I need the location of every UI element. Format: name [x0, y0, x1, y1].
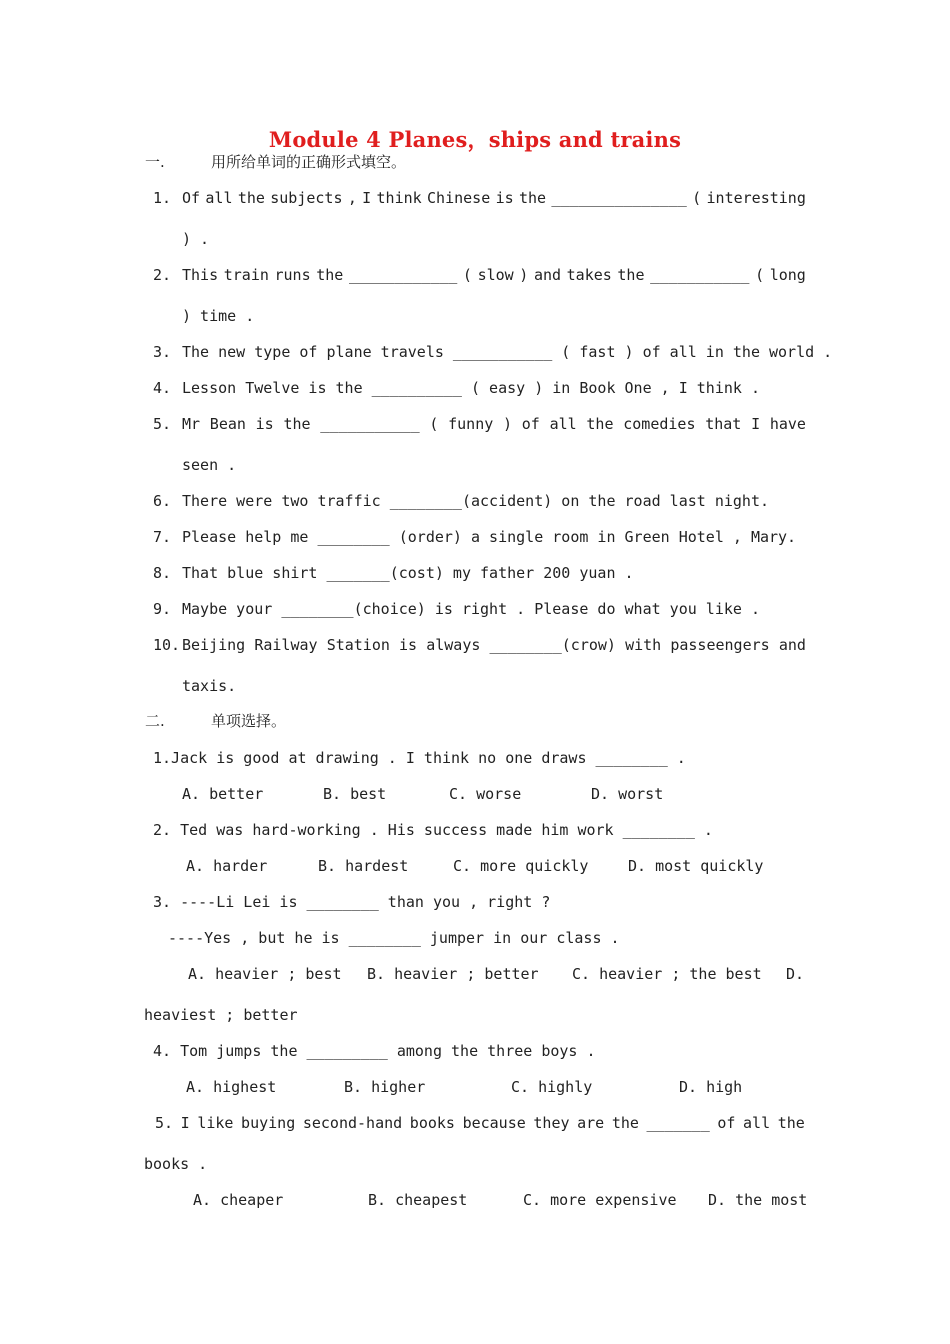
word: I: [362, 189, 372, 207]
q3-option-c: C. heavier ; the best: [572, 965, 762, 983]
word: ): [519, 266, 529, 284]
section1-item-number: 7.: [153, 528, 172, 546]
word: subjects: [270, 189, 343, 207]
section1-item-number: 4.: [153, 379, 172, 397]
section1-item-text: The new type of plane travels ___________ ( fast ) of all in the world .: [182, 343, 833, 361]
q1-option-b: B. best: [323, 785, 387, 803]
word: they: [533, 1114, 570, 1132]
q5-option-b: B. cheapest: [368, 1191, 468, 1209]
q4-option-b: B. higher: [344, 1078, 426, 1096]
section2-label: 二.: [145, 712, 165, 730]
word: of: [521, 415, 540, 433]
word: I: [180, 1114, 190, 1132]
q2-option-a: A. harder: [186, 857, 268, 875]
section1-label: 一.: [145, 153, 165, 171]
word: the: [586, 415, 614, 433]
section1-item-text: [182, 635, 806, 655]
word: like: [197, 1114, 234, 1132]
word: of: [717, 1114, 736, 1132]
q1-option-a: A. better: [182, 785, 264, 803]
word: Bean: [209, 415, 246, 433]
word: and: [533, 266, 562, 284]
word: the: [283, 415, 311, 433]
q3-stem2: ----Yes , but he is ________ jumper in our class .: [168, 929, 620, 947]
q5-stem-wrap: books .: [144, 1155, 208, 1173]
section1-item-text: [182, 265, 806, 285]
q4-option-a: A. highest: [186, 1078, 277, 1096]
q2-option-c: C. more quickly: [453, 857, 589, 875]
word: all: [743, 1114, 771, 1132]
word: all: [205, 189, 233, 207]
section1-item-text-wrap: ) time .: [182, 307, 255, 325]
word: long: [769, 266, 806, 284]
word: I: [751, 415, 761, 433]
word: the: [611, 1114, 639, 1132]
section1-item-text: [182, 414, 806, 434]
word: Of: [182, 189, 201, 207]
q1-option-c: C. worse: [449, 785, 522, 803]
q3-stem: 3. ----Li Lei is ________ than you , right ?: [153, 893, 551, 911]
q5-option-c: C. more expensive: [523, 1191, 677, 1209]
word: the: [617, 266, 645, 284]
word: with: [625, 636, 662, 654]
section1-item-number: 5.: [153, 415, 172, 433]
word: are: [577, 1114, 605, 1132]
word: buying: [241, 1114, 296, 1132]
section1-item-number: 8.: [153, 564, 172, 582]
q5-stem: [155, 1113, 805, 1133]
word: slow: [477, 266, 514, 284]
word: ___________: [320, 415, 420, 433]
section1-item-number: 2.: [153, 266, 172, 284]
word: all: [549, 415, 577, 433]
q3-option-d-wrap: heaviest ; better: [144, 1006, 298, 1024]
section1-item-text: Maybe your ________(choice) is right . Please do what you like .: [182, 600, 760, 618]
word: ____________: [348, 266, 458, 284]
word: ________(crow): [489, 636, 616, 654]
section1-item-text: [182, 188, 806, 208]
section1-item-number: 6.: [153, 492, 172, 510]
word: that: [705, 415, 742, 433]
word: the: [518, 189, 547, 207]
word: (: [429, 415, 439, 433]
word: always: [426, 636, 481, 654]
word: (: [462, 266, 472, 284]
word: train: [223, 266, 269, 284]
q4-stem: 4. Tom jumps the _________ among the three boys .: [153, 1042, 596, 1060]
q5-option-d: D. the most: [708, 1191, 808, 1209]
word: the: [777, 1114, 805, 1132]
word: funny: [448, 415, 494, 433]
q4-option-c: C. highly: [511, 1078, 593, 1096]
word: Station: [326, 636, 390, 654]
word: the: [237, 189, 265, 207]
q3-option-b: B. heavier ; better: [367, 965, 539, 983]
q5-option-a: A. cheaper: [193, 1191, 284, 1209]
q4-option-d: D. high: [679, 1078, 743, 1096]
word: comedies: [623, 415, 696, 433]
section1-item-number: 1.: [153, 189, 172, 207]
q3-option-d: D.: [786, 965, 805, 983]
q1-option-d: D. worst: [591, 785, 664, 803]
word: Beijing: [182, 636, 246, 654]
word: is: [255, 415, 274, 433]
q2-option-b: B. hardest: [318, 857, 409, 875]
word: (: [755, 266, 765, 284]
word: Mr: [182, 415, 201, 433]
word: is: [495, 189, 514, 207]
word: 5.: [155, 1114, 174, 1132]
word: Chinese: [427, 189, 491, 207]
section1-item-number: 3.: [153, 343, 172, 361]
word: ): [503, 415, 513, 433]
word: think: [376, 189, 422, 207]
word: is: [399, 636, 418, 654]
q2-option-d: D. most quickly: [628, 857, 764, 875]
word: passeengers: [670, 636, 770, 654]
section1-item-text: Lesson Twelve is the __________ ( easy ) in Book One , I think .: [182, 379, 760, 397]
word: because: [462, 1114, 526, 1132]
section1-item-text: There were two traffic ________(accident) on the road last night.: [182, 492, 769, 510]
word: ,: [347, 189, 357, 207]
section1-item-text: That blue shirt _______(cost) my father 200 yuan .: [182, 564, 634, 582]
word: This: [182, 266, 219, 284]
q3-option-a: A. heavier ; best: [188, 965, 342, 983]
section1-heading: 用所给单词的正确形式填空。: [211, 153, 407, 171]
word: ___________: [650, 266, 750, 284]
section1-item-text: Please help me ________ (order) a single room in Green Hotel , Mary.: [182, 528, 797, 546]
section1-item-text-wrap: seen .: [182, 456, 237, 474]
word: have: [769, 415, 806, 433]
section1-item-number: 10.: [153, 636, 181, 654]
q2-stem: 2. Ted was hard-working . His success made him work ________ .: [153, 821, 713, 839]
word: runs: [274, 266, 311, 284]
word: Railway: [254, 636, 318, 654]
word: interesting: [706, 189, 806, 207]
word: _______: [646, 1114, 710, 1132]
section1-item-text-wrap: taxis.: [182, 677, 237, 695]
word: second-hand: [302, 1114, 403, 1132]
word: takes: [566, 266, 612, 284]
word: _______________: [551, 189, 687, 207]
word: the: [316, 266, 344, 284]
section1-item-number: 9.: [153, 600, 172, 618]
word: and: [778, 636, 806, 654]
section2-heading: 单项选择。: [211, 712, 287, 730]
section1-item-text-wrap: ) .: [182, 230, 210, 248]
word: books: [409, 1114, 455, 1132]
word: (: [692, 189, 702, 207]
q1-stem: 1.Jack is good at drawing . I think no one draws ________ .: [153, 749, 686, 767]
page-title: Module 4 Planes，ships and trains: [268, 127, 682, 152]
